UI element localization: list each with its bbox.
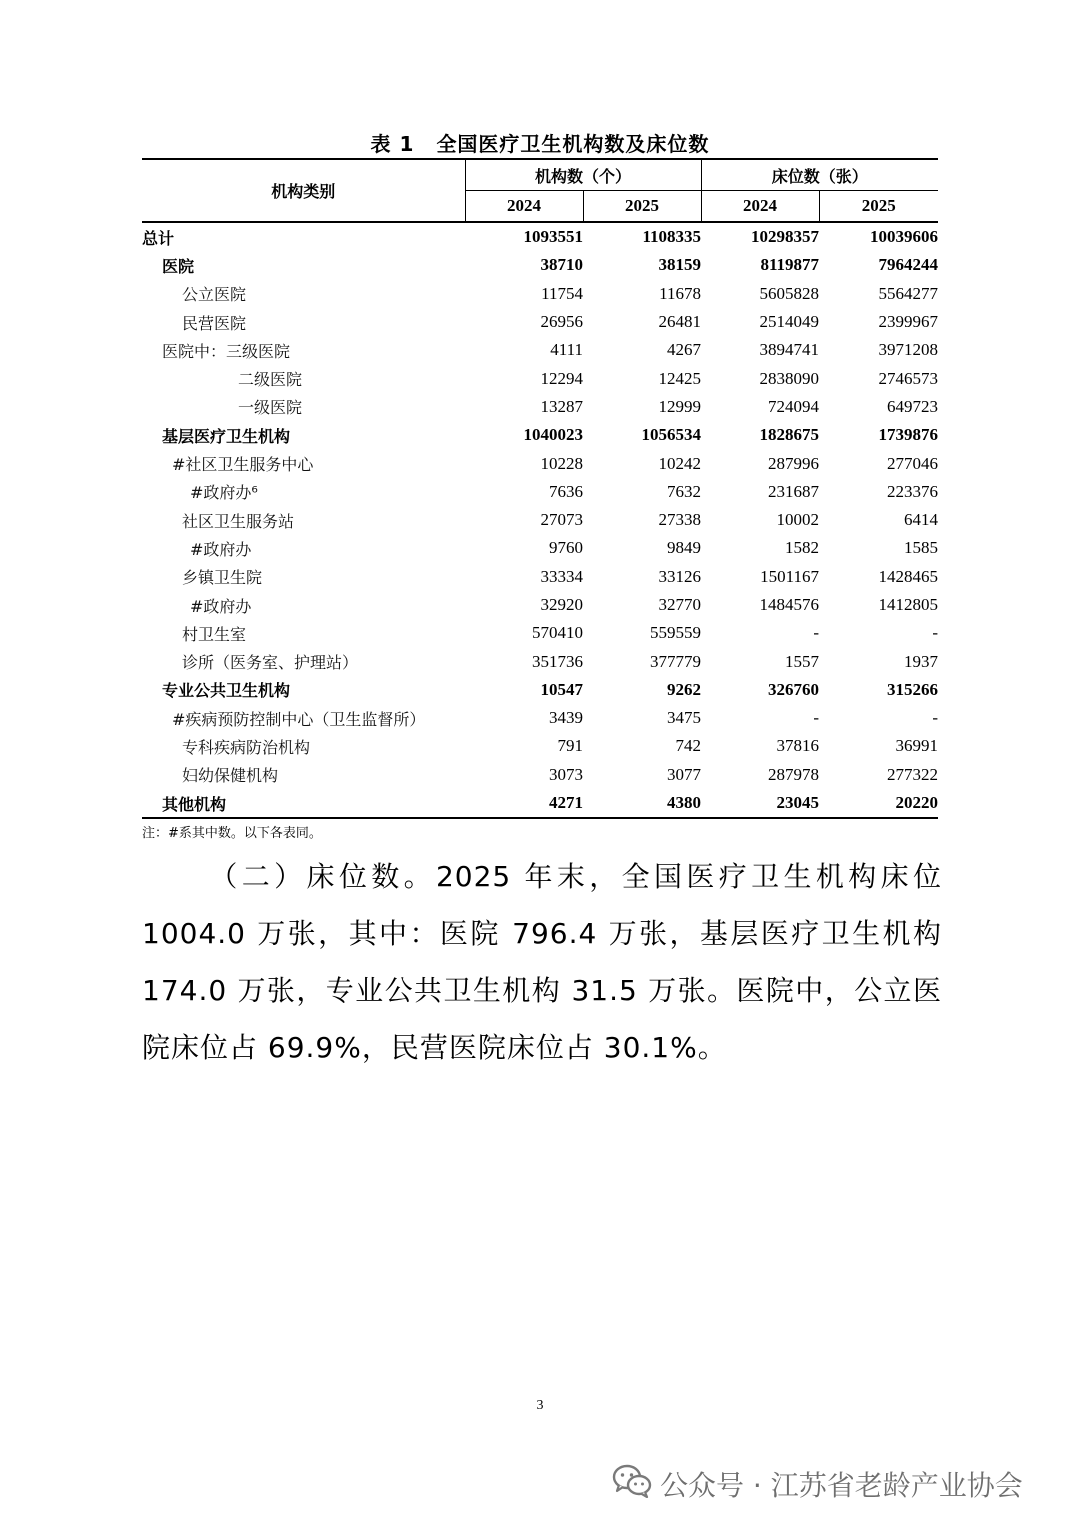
cell-value: 287978 — [768, 764, 819, 784]
table-title-number: 表 1 — [370, 132, 415, 156]
cell-value: 8119877 — [760, 255, 819, 275]
cell-value: 33126 — [658, 566, 701, 586]
cell-value: 37816 — [776, 736, 819, 756]
cell-value: - — [813, 708, 819, 728]
cell-value: 20220 — [819, 789, 938, 818]
table-row — [142, 789, 938, 818]
column-header-year: 2025 — [819, 191, 938, 223]
row-label: 专业公共卫生机构 — [162, 681, 291, 701]
cell-value: 4267 — [667, 340, 701, 360]
cell-value: 3077 — [667, 764, 701, 784]
stats-table — [142, 158, 938, 819]
column-header-year: 2024 — [701, 191, 819, 223]
cell-value: 1093551 — [523, 227, 583, 247]
row-label: 医院 — [162, 256, 195, 276]
table-row — [142, 308, 938, 336]
cell-value: 1585 — [904, 538, 938, 558]
row-label: 专科疾病防治机构 — [182, 737, 311, 757]
cell-value: 1040023 — [523, 425, 583, 445]
cell-value: 1412805 — [878, 595, 938, 614]
table-row — [142, 676, 938, 704]
cell-value: 231687 — [768, 481, 819, 501]
table-row — [142, 591, 938, 619]
cell-value: 326760 — [768, 679, 819, 699]
cell-value: 13287 — [540, 396, 583, 416]
cell-value: 10039606 — [870, 227, 938, 247]
cell-value: 1739876 — [878, 425, 938, 445]
row-label: 二级医院 — [238, 370, 303, 390]
cell-value: 10228 — [540, 453, 583, 473]
cell-value: 1056534 — [641, 425, 701, 445]
table-title-text: 全国医疗卫生机构数及床位数 — [436, 132, 710, 156]
column-header-year: 2025 — [583, 191, 701, 223]
cell-value: 351736 — [532, 651, 583, 671]
row-label: 总计 — [142, 228, 175, 248]
table-footnote: 注：#系其中数。以下各表同。 — [142, 826, 322, 841]
table-row — [142, 506, 938, 534]
cell-value: 33334 — [540, 566, 583, 586]
cell-value: 12999 — [658, 396, 701, 416]
wechat-icon — [612, 1464, 660, 1505]
cell-value: 38710 — [540, 255, 583, 275]
cell-value: 277322 — [887, 764, 938, 784]
cell-value: 23045 — [701, 789, 819, 818]
cell-value: 315266 — [887, 679, 938, 699]
cell-value: 10002 — [776, 510, 819, 530]
cell-value: 1108335 — [642, 227, 701, 247]
row-label: 其他机构 — [142, 789, 465, 818]
row-label: 公立医院 — [182, 285, 247, 305]
row-label: 诊所（医务室、护理站） — [182, 653, 359, 673]
cell-value: 287996 — [768, 453, 819, 473]
table-row — [142, 761, 938, 789]
cell-value: 1582 — [785, 538, 819, 558]
cell-value: 724094 — [768, 396, 819, 416]
table-row — [142, 619, 938, 647]
cell-value: 3073 — [549, 764, 583, 784]
table-row — [142, 336, 938, 364]
cell-value: 3475 — [667, 708, 701, 728]
table-row — [142, 563, 938, 591]
cell-value: 27073 — [540, 510, 583, 530]
cell-value: 742 — [675, 736, 701, 756]
row-label: 基层医疗卫生机构 — [162, 426, 291, 446]
page-number: 3 — [536, 1398, 544, 1413]
cell-value: 9760 — [549, 538, 583, 558]
table-row — [142, 478, 938, 506]
cell-value: 27338 — [658, 510, 701, 530]
row-label: 社区卫生服务站 — [182, 511, 295, 531]
cell-value: 2838090 — [759, 368, 819, 388]
cell-value: 9849 — [667, 538, 701, 558]
cell-value: 2746573 — [878, 368, 938, 388]
row-label: 一级医院 — [238, 398, 303, 418]
cell-value: 2514049 — [759, 312, 819, 332]
cell-value: - — [932, 623, 938, 643]
row-label: #社区卫生服务中心 — [172, 455, 314, 475]
table-title — [0, 128, 1080, 157]
table-row — [142, 393, 938, 421]
cell-value: 32770 — [658, 595, 701, 614]
cell-value: 223376 — [887, 481, 938, 501]
cell-value: 4271 — [465, 789, 583, 818]
cell-value: 377779 — [650, 651, 701, 671]
cell-value: 12294 — [540, 368, 583, 388]
body-paragraph — [142, 848, 942, 1076]
row-label: #政府办⁶ — [190, 483, 258, 503]
cell-value: 5564277 — [878, 283, 938, 303]
table-row — [142, 534, 938, 562]
table-row — [142, 449, 938, 477]
cell-value: 4111 — [550, 340, 583, 360]
table-row — [142, 704, 938, 732]
cell-value: 5605828 — [759, 283, 819, 303]
column-group-beds: 床位数（张） — [701, 159, 938, 191]
row-label: #政府办 — [190, 539, 252, 559]
watermark-text: 公众号 · 江苏省老龄产业协会 — [660, 1469, 1023, 1502]
column-header-category: 机构类别 — [142, 159, 465, 222]
cell-value: 9262 — [667, 679, 701, 699]
cell-value: 2399967 — [878, 312, 938, 332]
cell-value: 3439 — [549, 708, 583, 728]
cell-value: 791 — [557, 736, 583, 756]
table-row — [142, 364, 938, 392]
cell-value: 12425 — [658, 368, 701, 388]
row-label: 乡镇卫生院 — [182, 568, 263, 588]
cell-value: - — [813, 623, 819, 643]
cell-value: 1428465 — [878, 566, 938, 586]
table-row — [142, 647, 938, 675]
cell-value: 26956 — [540, 312, 583, 332]
cell-value: 10547 — [540, 679, 583, 699]
cell-value: 7636 — [549, 481, 583, 501]
cell-value: 4380 — [583, 789, 701, 818]
table-row — [142, 251, 938, 279]
cell-value: 10242 — [658, 453, 701, 473]
row-label: 妇幼保健机构 — [182, 766, 279, 786]
cell-value: 559559 — [650, 623, 701, 643]
cell-value: 3894741 — [759, 340, 819, 360]
watermark — [612, 1458, 1023, 1510]
row-label: #政府办 — [190, 596, 252, 616]
cell-value: 1501167 — [760, 566, 819, 586]
table-row — [142, 222, 938, 251]
column-header-year: 2024 — [465, 191, 583, 223]
cell-value: 1937 — [904, 651, 938, 671]
table-row — [142, 421, 938, 449]
table-row — [142, 280, 938, 308]
cell-value: 1484576 — [759, 595, 819, 614]
cell-value: 3971208 — [878, 340, 938, 360]
row-label: #疾病预防控制中心（卫生监督所） — [172, 709, 426, 729]
cell-value: 649723 — [887, 396, 938, 416]
column-group-institutions: 机构数（个） — [465, 159, 701, 191]
body-paragraph-text: （二）床位数。2025 年末，全国医疗卫生机构床位 1004.0 万张，其中：医院 796.4 万张，基层医疗卫生机构 174.0 万张，专业公共卫生机构 31.5 万张。医院中，公立医院床位占 69.9%，民营医院床位占 30.1%。 — [142, 860, 942, 1064]
row-label: 医院中：三级医院 — [162, 341, 291, 361]
cell-value: - — [932, 708, 938, 728]
cell-value: 570410 — [532, 623, 583, 643]
row-label: 民营医院 — [182, 313, 247, 333]
cell-value: 1557 — [785, 651, 819, 671]
cell-value: 11754 — [541, 283, 583, 303]
cell-value: 36991 — [895, 736, 938, 756]
cell-value: 32920 — [540, 595, 583, 614]
cell-value: 277046 — [887, 453, 938, 473]
cell-value: 6414 — [904, 510, 938, 530]
cell-value: 7632 — [667, 481, 701, 501]
table-row — [142, 732, 938, 760]
cell-value: 26481 — [658, 312, 701, 332]
cell-value: 11678 — [659, 283, 701, 303]
cell-value: 7964244 — [878, 255, 938, 275]
cell-value: 10298357 — [751, 227, 819, 247]
row-label: 村卫生室 — [182, 624, 247, 644]
cell-value: 1828675 — [759, 425, 819, 445]
cell-value: 38159 — [658, 255, 701, 275]
